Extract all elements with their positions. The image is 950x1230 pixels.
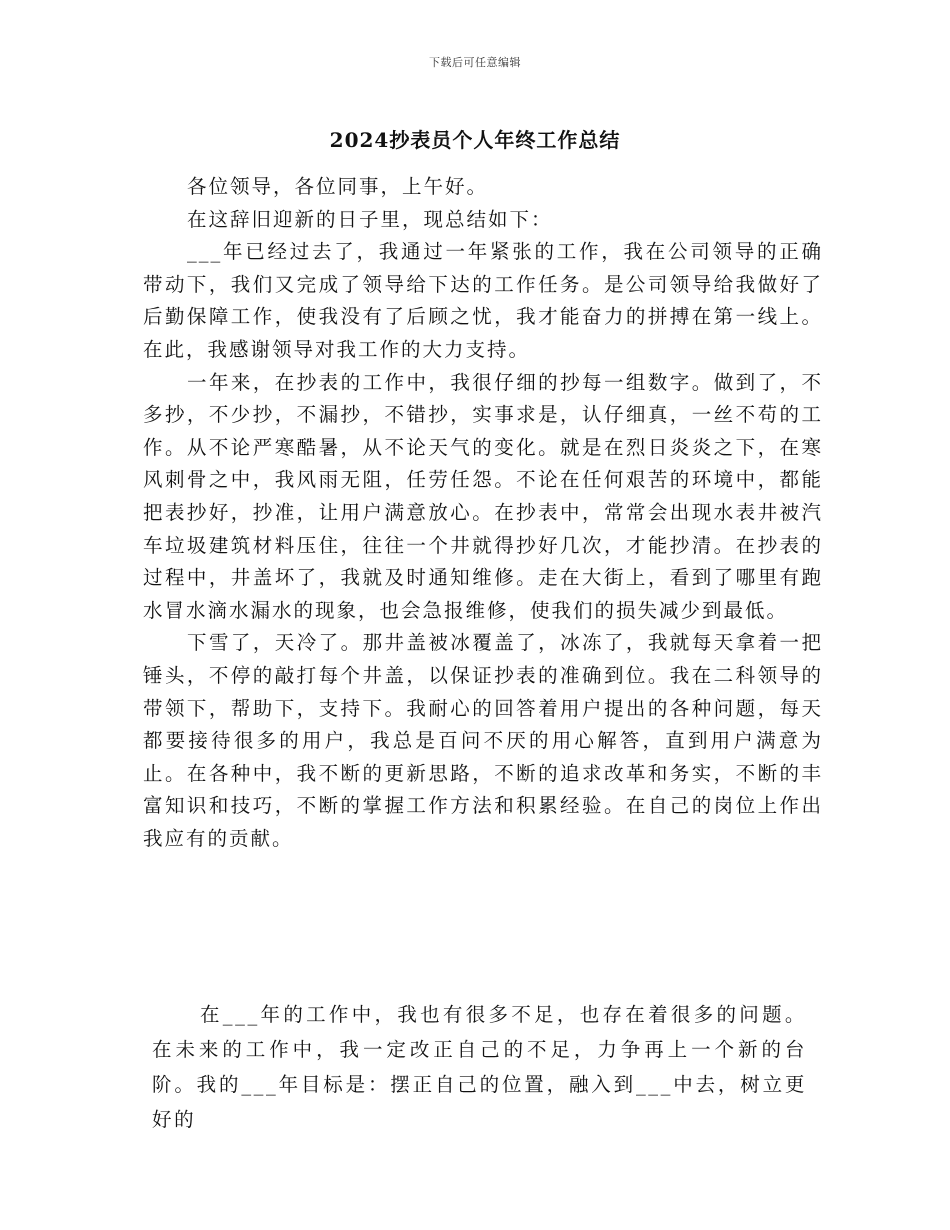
paragraph-intro: 在这辞旧迎新的日子里，现总结如下： bbox=[187, 207, 553, 231]
paragraph-meter-reading: 一年来，在抄表的工作中，我很仔细的抄每一组数字。做到了，不多抄，不少抄，不漏抄，不错抄，实事求是，认仔细真，一丝不苟的工作。从不论严寒酷暑，从不论天气的变化。就是在烈日炎炎之下，在寒风刺骨之中，我风雨无阻，任劳任怨。不论在任何艰苦的环境中，都能把表抄好，抄准，让用户满意放心。在抄表中，常常会出现水表井被汽车垃圾建筑材料压住，往往一个井就得抄好几次，才能抄清。在抄表的过程中，井盖坏了，我就及时通知维修。走在大街上，看到了哪里有跑水冒水滴水漏水的现象，也会急报维修，使我们的损失减少到最低。 bbox=[143, 370, 823, 622]
paragraph-winter-work: 下雪了，天冷了。那井盖被冰覆盖了，冰冻了，我就每天拿着一把锤头，不停的敲打每个井盖，以保证抄表的准确到位。我在二科领导的带领下，帮助下，支持下。我耐心的回答着用户提出的各种问题，每天都要接待很多的用户，我总是百问不厌的用心解答，直到用户满意为止。在各种中，我不断的更新思路，不断的追求改革和务实，不断的丰富知识和技巧，不断的掌握工作方法和积累经验。在自己的岗位上作出我应有的贡献。 bbox=[143, 631, 823, 850]
paragraph-shortcomings: 在___年的工作中，我也有很多不足，也存在着很多的问题。在未来的工作中，我一定改正自己的不足，力争再上一个新的台阶。我的___年目标是：摆正自己的位置，融入到___中去，树立更好的 bbox=[152, 1003, 807, 1131]
document-title: 2024抄表员个人年终工作总结 bbox=[329, 128, 621, 152]
header-note: 下载后可任意编辑 bbox=[429, 56, 521, 69]
paragraph-year-review: ___年已经过去了，我通过一年紧张的工作，我在公司领导的正确带动下，我们又完成了领导给下达的工作任务。是公司领导给我做好了后勤保障工作，使我没有了后顾之忧，我才能奋力的拼搏在第一线上。在此，我感谢领导对我工作的大力支持。 bbox=[143, 240, 823, 361]
paragraph-greeting: 各位领导，各位同事，上午好。 bbox=[187, 175, 489, 198]
document-body-continued bbox=[152, 997, 807, 1137]
document-body bbox=[143, 171, 823, 855]
